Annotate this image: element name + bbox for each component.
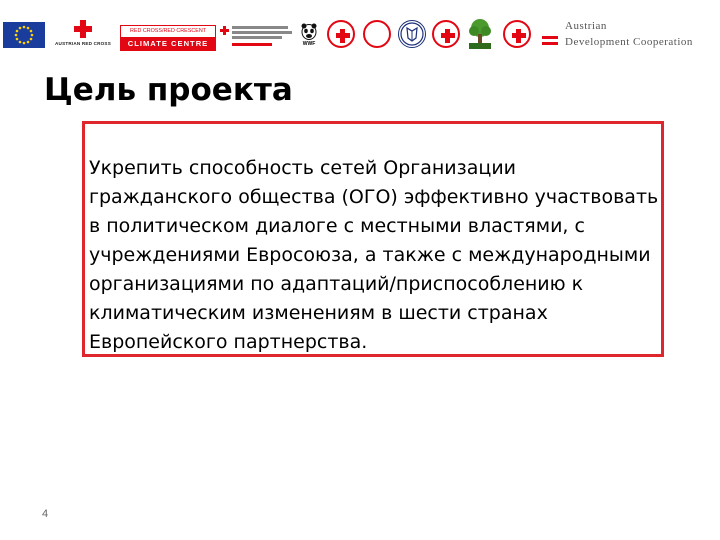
red-cross-society-logo-2 <box>432 20 460 48</box>
wwf-logo <box>300 22 318 48</box>
panda-icon <box>300 22 318 40</box>
austrian-red-cross-label: AUSTRIAN RED CROSS <box>55 41 111 46</box>
eu-stars-icon <box>3 22 45 48</box>
climate-centre-logo <box>120 25 216 51</box>
climate-centre-label: CLIMATE CENTRE <box>121 37 215 50</box>
red-cross-icon <box>512 29 526 43</box>
wwf-label: WWF <box>302 41 316 47</box>
adc-line-2: Development Cooperation <box>565 36 693 48</box>
page-number: 4 <box>42 508 49 520</box>
adc-stripe-icon <box>542 36 558 39</box>
ifrc-logo <box>220 24 298 50</box>
red-crescent-logo <box>363 20 391 48</box>
tree-organization-logo <box>466 18 494 50</box>
adc-stripe-icon <box>542 42 558 45</box>
tree-icon <box>466 18 494 50</box>
project-goal-box <box>82 121 664 357</box>
adc-line-1: Austrian <box>565 20 607 32</box>
emblem-icon <box>399 21 425 47</box>
ifrc-cross-icon <box>220 26 229 35</box>
ifrc-text-line <box>232 31 292 34</box>
austrian-development-cooperation-logo <box>538 20 716 52</box>
national-emblem-logo <box>398 20 426 48</box>
slide-title: Цель проекта <box>44 72 293 108</box>
eu-flag-logo <box>3 22 45 48</box>
red-cross-icon <box>336 29 350 43</box>
climate-centre-top-label: RED CROSS/RED CRESCENT <box>129 28 207 34</box>
ifrc-text-line <box>232 26 288 29</box>
red-cross-icon <box>441 29 455 43</box>
red-cross-icon <box>74 20 92 38</box>
ifrc-red-bar <box>232 43 272 46</box>
red-cross-society-logo <box>327 20 355 48</box>
red-cross-society-logo-3 <box>503 20 531 48</box>
crescent-icon <box>363 20 391 48</box>
project-goal-text: Укрепить способность сетей Организации гражданского общества (ОГО) эффективно участвовать в политическом диалоге с местными властями, с учреждениями Евросоюза, а также с международными организациями по адаптаций/приспособлению к климатическим изменениям в шести странах Европейского партнерства. <box>89 157 659 353</box>
partner-logo-bar <box>0 0 720 68</box>
ifrc-text-line <box>232 36 282 39</box>
austrian-red-cross-logo <box>52 20 114 50</box>
